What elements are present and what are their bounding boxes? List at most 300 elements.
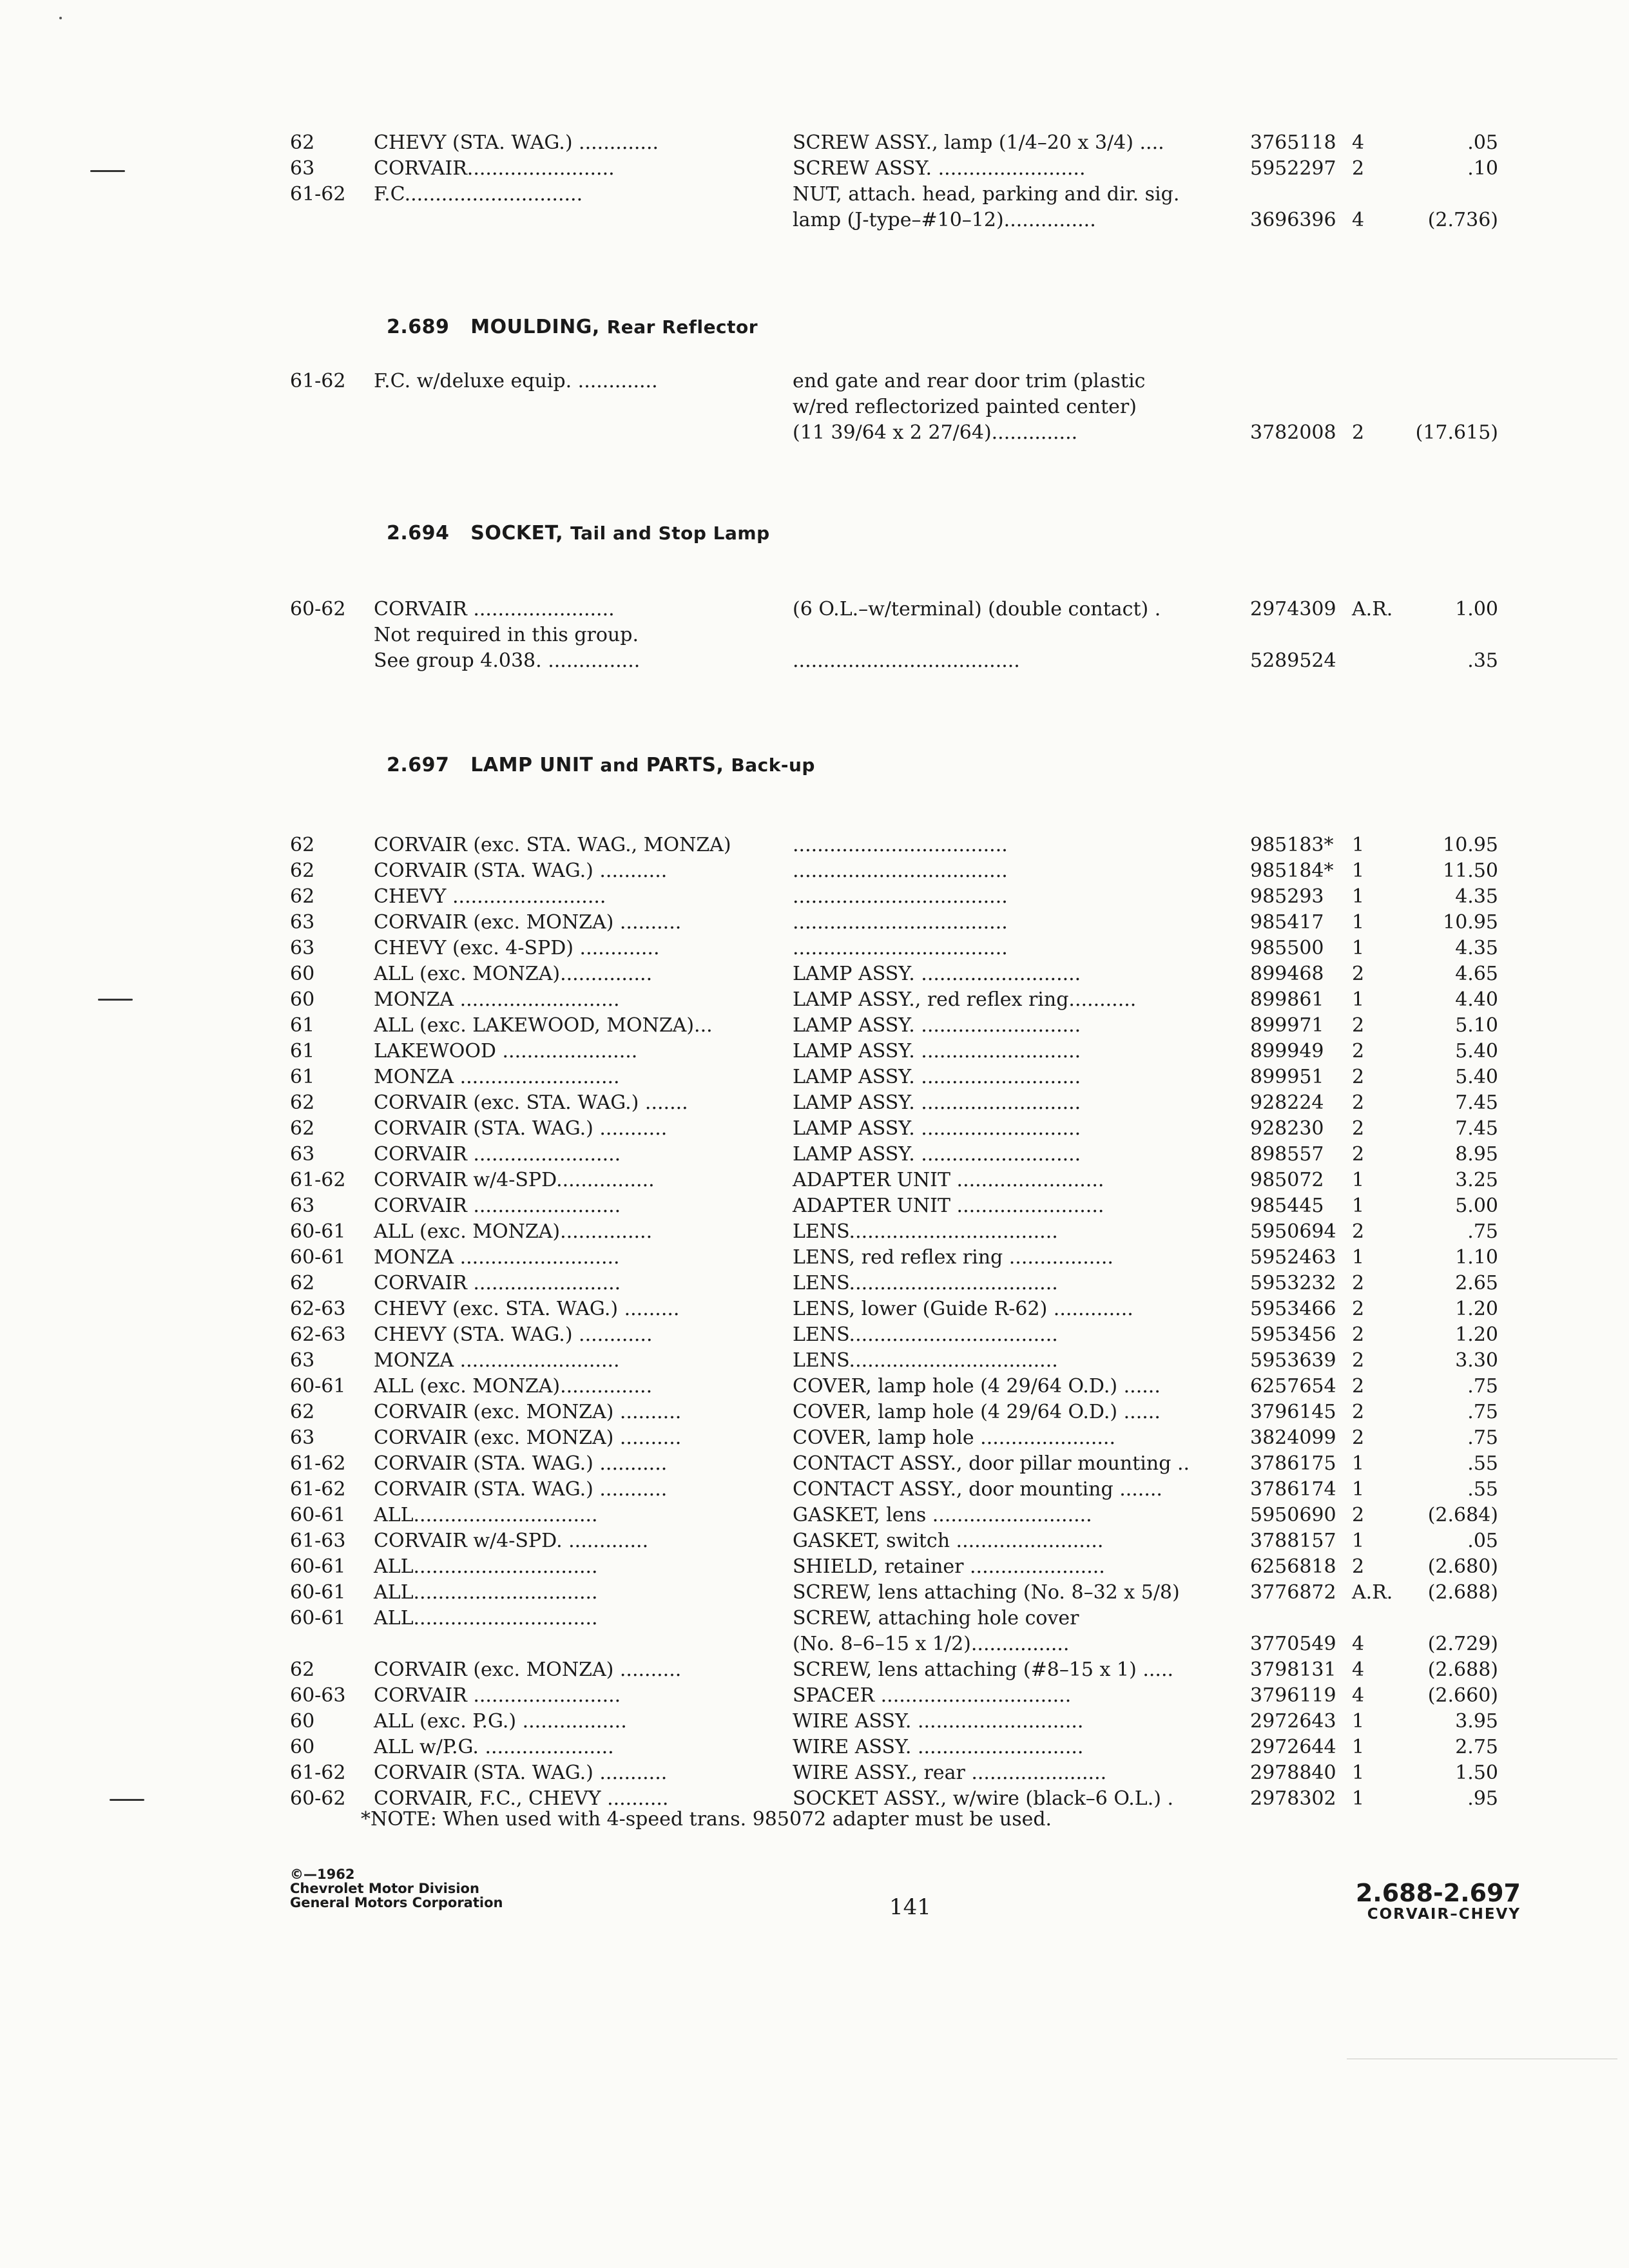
quantity-cell: 1	[1352, 1246, 1365, 1269]
description-cell: WIRE ASSY. ...........................	[793, 1710, 1084, 1733]
year-cell: 61	[290, 1014, 315, 1037]
quantity-cell: 2	[1352, 1375, 1365, 1398]
part-number-cell: 3770549	[1250, 1633, 1336, 1655]
table-row	[290, 987, 1514, 1013]
quantity-cell: A.R.	[1352, 598, 1393, 620]
price-cell: (2.684)	[1427, 1504, 1498, 1526]
price-cell: 3.95	[1455, 1710, 1498, 1733]
quantity-cell: 2	[1352, 1040, 1365, 1062]
description-cell: LAMP ASSY. ..........................	[793, 1091, 1081, 1114]
description-cell: CONTACT ASSY., door pillar mounting ..	[793, 1452, 1190, 1475]
part-number-cell: 899949	[1250, 1040, 1324, 1062]
price-cell: .95	[1467, 1787, 1498, 1810]
model-cell: CORVAIR (exc. MONZA) ..........	[374, 1401, 682, 1423]
description-cell: LENS..................................	[793, 1220, 1058, 1243]
part-number-cell: 5953456	[1250, 1323, 1336, 1346]
part-number-cell: 3765118	[1250, 131, 1336, 154]
table-row	[290, 1528, 1514, 1554]
year-cell: 62	[290, 131, 315, 154]
table-row	[290, 1168, 1514, 1193]
part-number-cell: 3788157	[1250, 1530, 1336, 1552]
year-cell: 63	[290, 1143, 315, 1166]
part-number-cell: 5289524	[1250, 649, 1336, 672]
quantity-cell: 1	[1352, 1478, 1365, 1501]
section-number: 2.697	[387, 754, 450, 776]
year-cell: 60	[290, 988, 315, 1011]
footnote: *NOTE: When used with 4-speed trans. 985072 adapter must be used.	[361, 1808, 1052, 1831]
table-row	[290, 1554, 1514, 1580]
part-number-cell: 898557	[1250, 1143, 1324, 1166]
table-row	[290, 1683, 1514, 1709]
price-cell: 5.10	[1455, 1014, 1498, 1037]
model-cell: CORVAIR w/4-SPD. .............	[374, 1530, 649, 1552]
table-row	[290, 936, 1514, 961]
quantity-cell: 1	[1352, 860, 1365, 882]
model-cell: ALL (exc. LAKEWOOD, MONZA)...	[374, 1014, 713, 1037]
description-cell: LAMP ASSY. ..........................	[793, 1014, 1081, 1037]
year-cell: 63	[290, 1427, 315, 1449]
quantity-cell: A.R.	[1352, 1581, 1393, 1604]
quantity-cell: 1	[1352, 1762, 1365, 1784]
part-number-cell: 985293	[1250, 885, 1324, 908]
section-title-and: and	[600, 754, 639, 776]
year-cell: 60-61	[290, 1607, 346, 1629]
price-cell: 4.65	[1455, 963, 1498, 985]
model-cell: F.C.............................	[374, 183, 583, 206]
quantity-cell: 2	[1352, 421, 1365, 444]
quantity-cell: 2	[1352, 1066, 1365, 1088]
year-cell: 61-63	[290, 1530, 346, 1552]
quantity-cell: 1	[1352, 988, 1365, 1011]
quantity-cell: 2	[1352, 1349, 1365, 1372]
table-row	[290, 1735, 1514, 1760]
quantity-cell: 4	[1352, 131, 1365, 154]
description-cell: NUT, attach. head, parking and dir. sig.	[793, 183, 1180, 206]
quantity-cell: 1	[1352, 1530, 1365, 1552]
part-number-cell: 3786175	[1250, 1452, 1336, 1475]
description-cell: ...................................	[793, 937, 1008, 959]
part-number-cell: 3796145	[1250, 1401, 1336, 1423]
model-cell: CHEVY .........................	[374, 885, 606, 908]
model-cell: CHEVY (STA. WAG.) ............	[374, 1323, 653, 1346]
margin-tick	[98, 999, 133, 1001]
year-cell: 63	[290, 157, 315, 180]
quantity-cell: 2	[1352, 1401, 1365, 1423]
year-cell: 62	[290, 1658, 315, 1681]
model-cell: F.C. w/deluxe equip. .............	[374, 370, 658, 392]
price-cell: 5.40	[1455, 1040, 1498, 1062]
price-cell: (2.736)	[1427, 209, 1498, 231]
part-number-cell: 5953639	[1250, 1349, 1336, 1372]
table-row	[290, 1580, 1514, 1606]
quantity-cell: 2	[1352, 1220, 1365, 1243]
description-cell: SCREW, attaching hole cover	[793, 1607, 1079, 1629]
part-number-cell: 985183*	[1250, 834, 1334, 856]
part-number-cell: 5953466	[1250, 1298, 1336, 1320]
price-cell: (2.660)	[1427, 1684, 1498, 1707]
model-cell: MONZA ..........................	[374, 1066, 620, 1088]
quantity-cell: 1	[1352, 834, 1365, 856]
quantity-cell: 1	[1352, 1736, 1365, 1758]
section-heading-2694	[387, 522, 770, 544]
year-cell: 61	[290, 1040, 315, 1062]
part-number-cell: 985445	[1250, 1195, 1324, 1217]
description-cell: ...................................	[793, 911, 1008, 934]
description-cell: SCREW ASSY. ........................	[793, 157, 1086, 180]
model-cell: CORVAIR (exc. STA. WAG.) .......	[374, 1091, 688, 1114]
model-cell: CORVAIR ........................	[374, 1684, 621, 1707]
table-row	[290, 130, 1514, 156]
model-cell: CORVAIR (STA. WAG.) ...........	[374, 1117, 668, 1140]
part-number-cell: 3796119	[1250, 1684, 1336, 1707]
part-number-cell: 3776872	[1250, 1581, 1336, 1604]
part-number-cell: 3782008	[1250, 421, 1336, 444]
table-row	[290, 884, 1514, 910]
description-cell: CONTACT ASSY., door mounting .......	[793, 1478, 1162, 1501]
year-cell: 63	[290, 1195, 315, 1217]
description-cell: GASKET, lens ..........................	[793, 1504, 1092, 1526]
part-number-cell: 899468	[1250, 963, 1324, 985]
year-cell: 61-62	[290, 183, 346, 206]
quantity-cell: 2	[1352, 1272, 1365, 1294]
part-number-cell: 3786174	[1250, 1478, 1336, 1501]
quantity-cell: 1	[1352, 1169, 1365, 1191]
part-number-cell: 6257654	[1250, 1375, 1336, 1398]
quantity-cell: 2	[1352, 963, 1365, 985]
year-cell: 60-61	[290, 1504, 346, 1526]
price-cell: .10	[1467, 157, 1498, 180]
footer-publisher	[290, 1867, 503, 1910]
year-cell: 61-62	[290, 1452, 346, 1475]
table-row	[290, 1348, 1514, 1374]
part-number-cell: 928230	[1250, 1117, 1324, 1140]
year-cell: 62-63	[290, 1298, 346, 1320]
quantity-cell: 2	[1352, 1298, 1365, 1320]
continuation-table	[290, 130, 1514, 233]
model-cell: CORVAIR (exc. MONZA) ..........	[374, 911, 682, 934]
table-row	[290, 1219, 1514, 1245]
price-cell: 4.35	[1455, 937, 1498, 959]
part-number-cell: 899971	[1250, 1014, 1324, 1037]
model-cell: MONZA ..........................	[374, 1349, 620, 1372]
year-cell: 60	[290, 1736, 315, 1758]
price-cell: .55	[1467, 1478, 1498, 1501]
year-cell: 63	[290, 1349, 315, 1372]
part-number-cell: 6256818	[1250, 1555, 1336, 1578]
price-cell: .55	[1467, 1452, 1498, 1475]
description-cell: SCREW, lens attaching (No. 8–32 x 5/8)	[793, 1581, 1180, 1604]
year-cell: 62	[290, 834, 315, 856]
model-cell: CORVAIR, F.C., CHEVY ..........	[374, 1787, 669, 1810]
price-cell: 1.20	[1455, 1323, 1498, 1346]
model-cell: CORVAIR (STA. WAG.) ...........	[374, 860, 668, 882]
part-number-cell: 985417	[1250, 911, 1324, 934]
price-cell: 2.65	[1455, 1272, 1498, 1294]
description-cell: ADAPTER UNIT ........................	[793, 1195, 1104, 1217]
table-row	[290, 910, 1514, 936]
part-number-cell: 5950690	[1250, 1504, 1336, 1526]
year-cell: 60-61	[290, 1375, 346, 1398]
table-row	[290, 1709, 1514, 1735]
section-number: 2.694	[387, 522, 450, 544]
description-cell: LAMP ASSY., red reflex ring...........	[793, 988, 1137, 1011]
price-cell: .05	[1467, 131, 1498, 154]
year-cell: 63	[290, 937, 315, 959]
table-row	[290, 1503, 1514, 1528]
table-row	[290, 1116, 1514, 1142]
description-cell: ...................................	[793, 860, 1008, 882]
description-cell: LENS, lower (Guide R-62) .............	[793, 1298, 1133, 1320]
price-cell: 8.95	[1455, 1143, 1498, 1166]
year-cell: 62	[290, 1117, 315, 1140]
section-heading-2697	[387, 754, 815, 776]
part-number-cell: 899861	[1250, 988, 1324, 1011]
year-cell: 60	[290, 1710, 315, 1733]
price-cell: .75	[1467, 1375, 1498, 1398]
part-number-cell: 985184*	[1250, 860, 1334, 882]
margin-tick	[90, 170, 125, 172]
model-cell: CHEVY (exc. 4-SPD) .............	[374, 937, 660, 959]
quantity-cell: 2	[1352, 1143, 1365, 1166]
price-cell: 10.95	[1443, 834, 1498, 856]
price-cell: 4.35	[1455, 885, 1498, 908]
price-cell: (2.729)	[1427, 1633, 1498, 1655]
price-cell: (17.615)	[1415, 421, 1498, 444]
section-2689-table	[290, 369, 1514, 446]
year-cell: 62	[290, 1091, 315, 1114]
table-row	[290, 1425, 1514, 1451]
model-cell: CORVAIR (exc. MONZA) ..........	[374, 1427, 682, 1449]
model-cell: CORVAIR (STA. WAG.) ...........	[374, 1478, 668, 1501]
price-cell: 1.00	[1455, 598, 1498, 620]
description-cell: LAMP ASSY. ..........................	[793, 963, 1081, 985]
section-number: 2.689	[387, 316, 450, 338]
description-cell: lamp (J-type–#10–12)...............	[793, 209, 1096, 231]
model-cell: ALL..............................	[374, 1555, 598, 1578]
section-title-rest: Tail and Stop Lamp	[570, 523, 770, 544]
section-range: 2.688-2.697	[1355, 1879, 1521, 1907]
model-cell: CHEVY (STA. WAG.) .............	[374, 131, 659, 154]
model-cell: MONZA ..........................	[374, 988, 620, 1011]
quantity-cell: 1	[1352, 1452, 1365, 1475]
model-cell: CORVAIR ........................	[374, 1195, 621, 1217]
description-cell: LENS, red reflex ring .................	[793, 1246, 1113, 1269]
year-cell: 61-62	[290, 1478, 346, 1501]
quantity-cell: 2	[1352, 1091, 1365, 1114]
quantity-cell: 2	[1352, 1117, 1365, 1140]
section-title-parts: PARTS,	[646, 754, 724, 776]
part-number-cell: 985500	[1250, 937, 1324, 959]
year-cell: 62	[290, 1272, 315, 1294]
year-cell: 61-62	[290, 1169, 346, 1191]
year-cell: 61-62	[290, 370, 346, 392]
model-cell: CORVAIR (exc. MONZA) ..........	[374, 1658, 682, 1681]
description-cell: end gate and rear door trim (plastic	[793, 370, 1146, 392]
quantity-cell: 2	[1352, 157, 1365, 180]
description-cell: (11 39/64 x 2 27/64)..............	[793, 421, 1078, 444]
table-row	[290, 1245, 1514, 1271]
description-cell: (6 O.L.–w/terminal) (double contact) .	[793, 598, 1161, 620]
table-row	[290, 1271, 1514, 1296]
price-cell: 7.45	[1455, 1117, 1498, 1140]
price-cell: (2.688)	[1427, 1581, 1498, 1604]
part-number-cell: 2978840	[1250, 1762, 1336, 1784]
year-cell: 60-63	[290, 1684, 346, 1707]
quantity-cell: 1	[1352, 1195, 1365, 1217]
price-cell: 5.00	[1455, 1195, 1498, 1217]
price-cell: 4.40	[1455, 988, 1498, 1011]
part-number-cell: 5950694	[1250, 1220, 1336, 1243]
model-cell: CORVAIR (exc. STA. WAG., MONZA)	[374, 834, 731, 856]
year-cell: 62	[290, 860, 315, 882]
quantity-cell: 2	[1352, 1323, 1365, 1346]
model-cell: CORVAIR ........................	[374, 1272, 621, 1294]
table-row	[290, 597, 1514, 622]
year-cell: 63	[290, 911, 315, 934]
description-cell: SCREW, lens attaching (#8–15 x 1) .....	[793, 1658, 1174, 1681]
model-cell: CORVAIR (STA. WAG.) ...........	[374, 1452, 668, 1475]
year-cell: 62-63	[290, 1323, 346, 1346]
price-cell: 10.95	[1443, 911, 1498, 934]
table-row	[290, 1477, 1514, 1503]
section-title-main: SOCKET,	[470, 522, 564, 544]
description-cell: WIRE ASSY. ...........................	[793, 1736, 1084, 1758]
table-row	[290, 182, 1514, 207]
model-cell: CORVAIR w/4-SPD................	[374, 1169, 655, 1191]
quantity-cell: 1	[1352, 1787, 1365, 1810]
table-row	[290, 1657, 1514, 1683]
section-title-main: MOULDING,	[470, 316, 600, 338]
table-row	[290, 1322, 1514, 1348]
table-row	[290, 1374, 1514, 1399]
description-cell: SOCKET ASSY., w/wire (black–6 O.L.) .	[793, 1787, 1174, 1810]
year-cell: 60	[290, 963, 315, 985]
margin-tick	[110, 1799, 144, 1801]
section-title-rest: Back-up	[731, 754, 815, 776]
quantity-cell: 2	[1352, 1427, 1365, 1449]
quantity-cell: 1	[1352, 937, 1365, 959]
year-cell: 60-61	[290, 1246, 346, 1269]
quantity-cell: 2	[1352, 1504, 1365, 1526]
description-cell: COVER, lamp hole ......................	[793, 1427, 1115, 1449]
table-row	[290, 1090, 1514, 1116]
part-number-cell: 985072	[1250, 1169, 1324, 1191]
description-cell: WIRE ASSY., rear ......................	[793, 1762, 1107, 1784]
price-cell: .05	[1467, 1530, 1498, 1552]
description-cell: SCREW ASSY., lamp (1/4–20 x 3/4) ....	[793, 131, 1164, 154]
model-cell: CORVAIR ........................	[374, 1143, 621, 1166]
model-cell: Not required in this group.	[374, 624, 639, 646]
section-models: CORVAIR–CHEVY	[1367, 1906, 1521, 1923]
table-row	[290, 1193, 1514, 1219]
section-heading-2689	[387, 316, 758, 338]
year-cell: 61	[290, 1066, 315, 1088]
table-row	[290, 394, 1514, 420]
description-cell: LAMP ASSY. ..........................	[793, 1143, 1081, 1166]
table-row	[290, 832, 1514, 858]
table-row	[290, 1039, 1514, 1064]
description-cell: SHIELD, retainer ......................	[793, 1555, 1105, 1578]
model-cell: ALL..............................	[374, 1504, 598, 1526]
table-row	[290, 207, 1514, 233]
model-cell: ALL..............................	[374, 1581, 598, 1604]
model-cell: ALL (exc. MONZA)...............	[374, 963, 653, 985]
price-cell: 3.30	[1455, 1349, 1498, 1372]
price-cell: 1.20	[1455, 1298, 1498, 1320]
model-cell: CHEVY (exc. STA. WAG.) .........	[374, 1298, 680, 1320]
price-cell: 7.45	[1455, 1091, 1498, 1114]
model-cell: ALL..............................	[374, 1607, 598, 1629]
model-cell: ALL (exc. MONZA)...............	[374, 1220, 653, 1243]
table-row	[290, 1399, 1514, 1425]
price-cell: .75	[1467, 1427, 1498, 1449]
quantity-cell: 2	[1352, 1014, 1365, 1037]
price-cell: .35	[1467, 649, 1498, 672]
year-cell: 60-62	[290, 598, 346, 620]
price-cell: 2.75	[1455, 1736, 1498, 1758]
table-row	[290, 420, 1514, 446]
year-cell: 61-62	[290, 1762, 346, 1784]
price-cell: (2.688)	[1427, 1658, 1498, 1681]
quantity-cell: 4	[1352, 1684, 1365, 1707]
model-cell: ALL w/P.G. .....................	[374, 1736, 614, 1758]
description-cell: SPACER ...............................	[793, 1684, 1072, 1707]
table-row	[290, 622, 1514, 648]
division-line: Chevrolet Motor Division	[290, 1881, 479, 1896]
description-cell: LAMP ASSY. ..........................	[793, 1040, 1081, 1062]
part-number-cell: 2972643	[1250, 1710, 1336, 1733]
table-row	[290, 1064, 1514, 1090]
description-cell: GASKET, switch ........................	[793, 1530, 1104, 1552]
price-cell: .75	[1467, 1220, 1498, 1243]
corporation-line: General Motors Corporation	[290, 1895, 503, 1910]
description-cell: .....................................	[793, 649, 1020, 672]
description-cell: LENS..................................	[793, 1349, 1058, 1372]
price-cell: 3.25	[1455, 1169, 1498, 1191]
copyright-line: ©—1962	[290, 1867, 355, 1882]
table-row	[290, 156, 1514, 182]
table-row	[290, 1142, 1514, 1168]
part-number-cell: 5952297	[1250, 157, 1336, 180]
section-title-main: LAMP UNIT	[470, 754, 593, 776]
price-cell: 1.50	[1455, 1762, 1498, 1784]
quantity-cell: 4	[1352, 1633, 1365, 1655]
part-number-cell: 928224	[1250, 1091, 1324, 1114]
footer-section-ref	[1315, 1880, 1521, 1923]
page-number: 141	[889, 1894, 931, 1920]
part-number-cell: 5953232	[1250, 1272, 1336, 1294]
quantity-cell: 4	[1352, 209, 1365, 231]
part-number-cell: 2974309	[1250, 598, 1336, 620]
table-row	[290, 369, 1514, 394]
part-number-cell: 3798131	[1250, 1658, 1336, 1681]
description-cell: ...................................	[793, 885, 1008, 908]
price-cell: (2.680)	[1427, 1555, 1498, 1578]
section-2694-table	[290, 597, 1514, 674]
model-cell: LAKEWOOD ......................	[374, 1040, 638, 1062]
part-number-cell: 2978302	[1250, 1787, 1336, 1810]
table-row	[290, 858, 1514, 884]
part-number-cell: 3696396	[1250, 209, 1336, 231]
quantity-cell: 2	[1352, 1555, 1365, 1578]
quantity-cell: 1	[1352, 911, 1365, 934]
quantity-cell: 1	[1352, 885, 1365, 908]
model-cell: ALL (exc. MONZA)...............	[374, 1375, 653, 1398]
price-cell: 11.50	[1443, 860, 1498, 882]
scan-speck	[59, 17, 62, 19]
description-cell: ADAPTER UNIT ........................	[793, 1169, 1104, 1191]
model-cell: CORVAIR .......................	[374, 598, 615, 620]
